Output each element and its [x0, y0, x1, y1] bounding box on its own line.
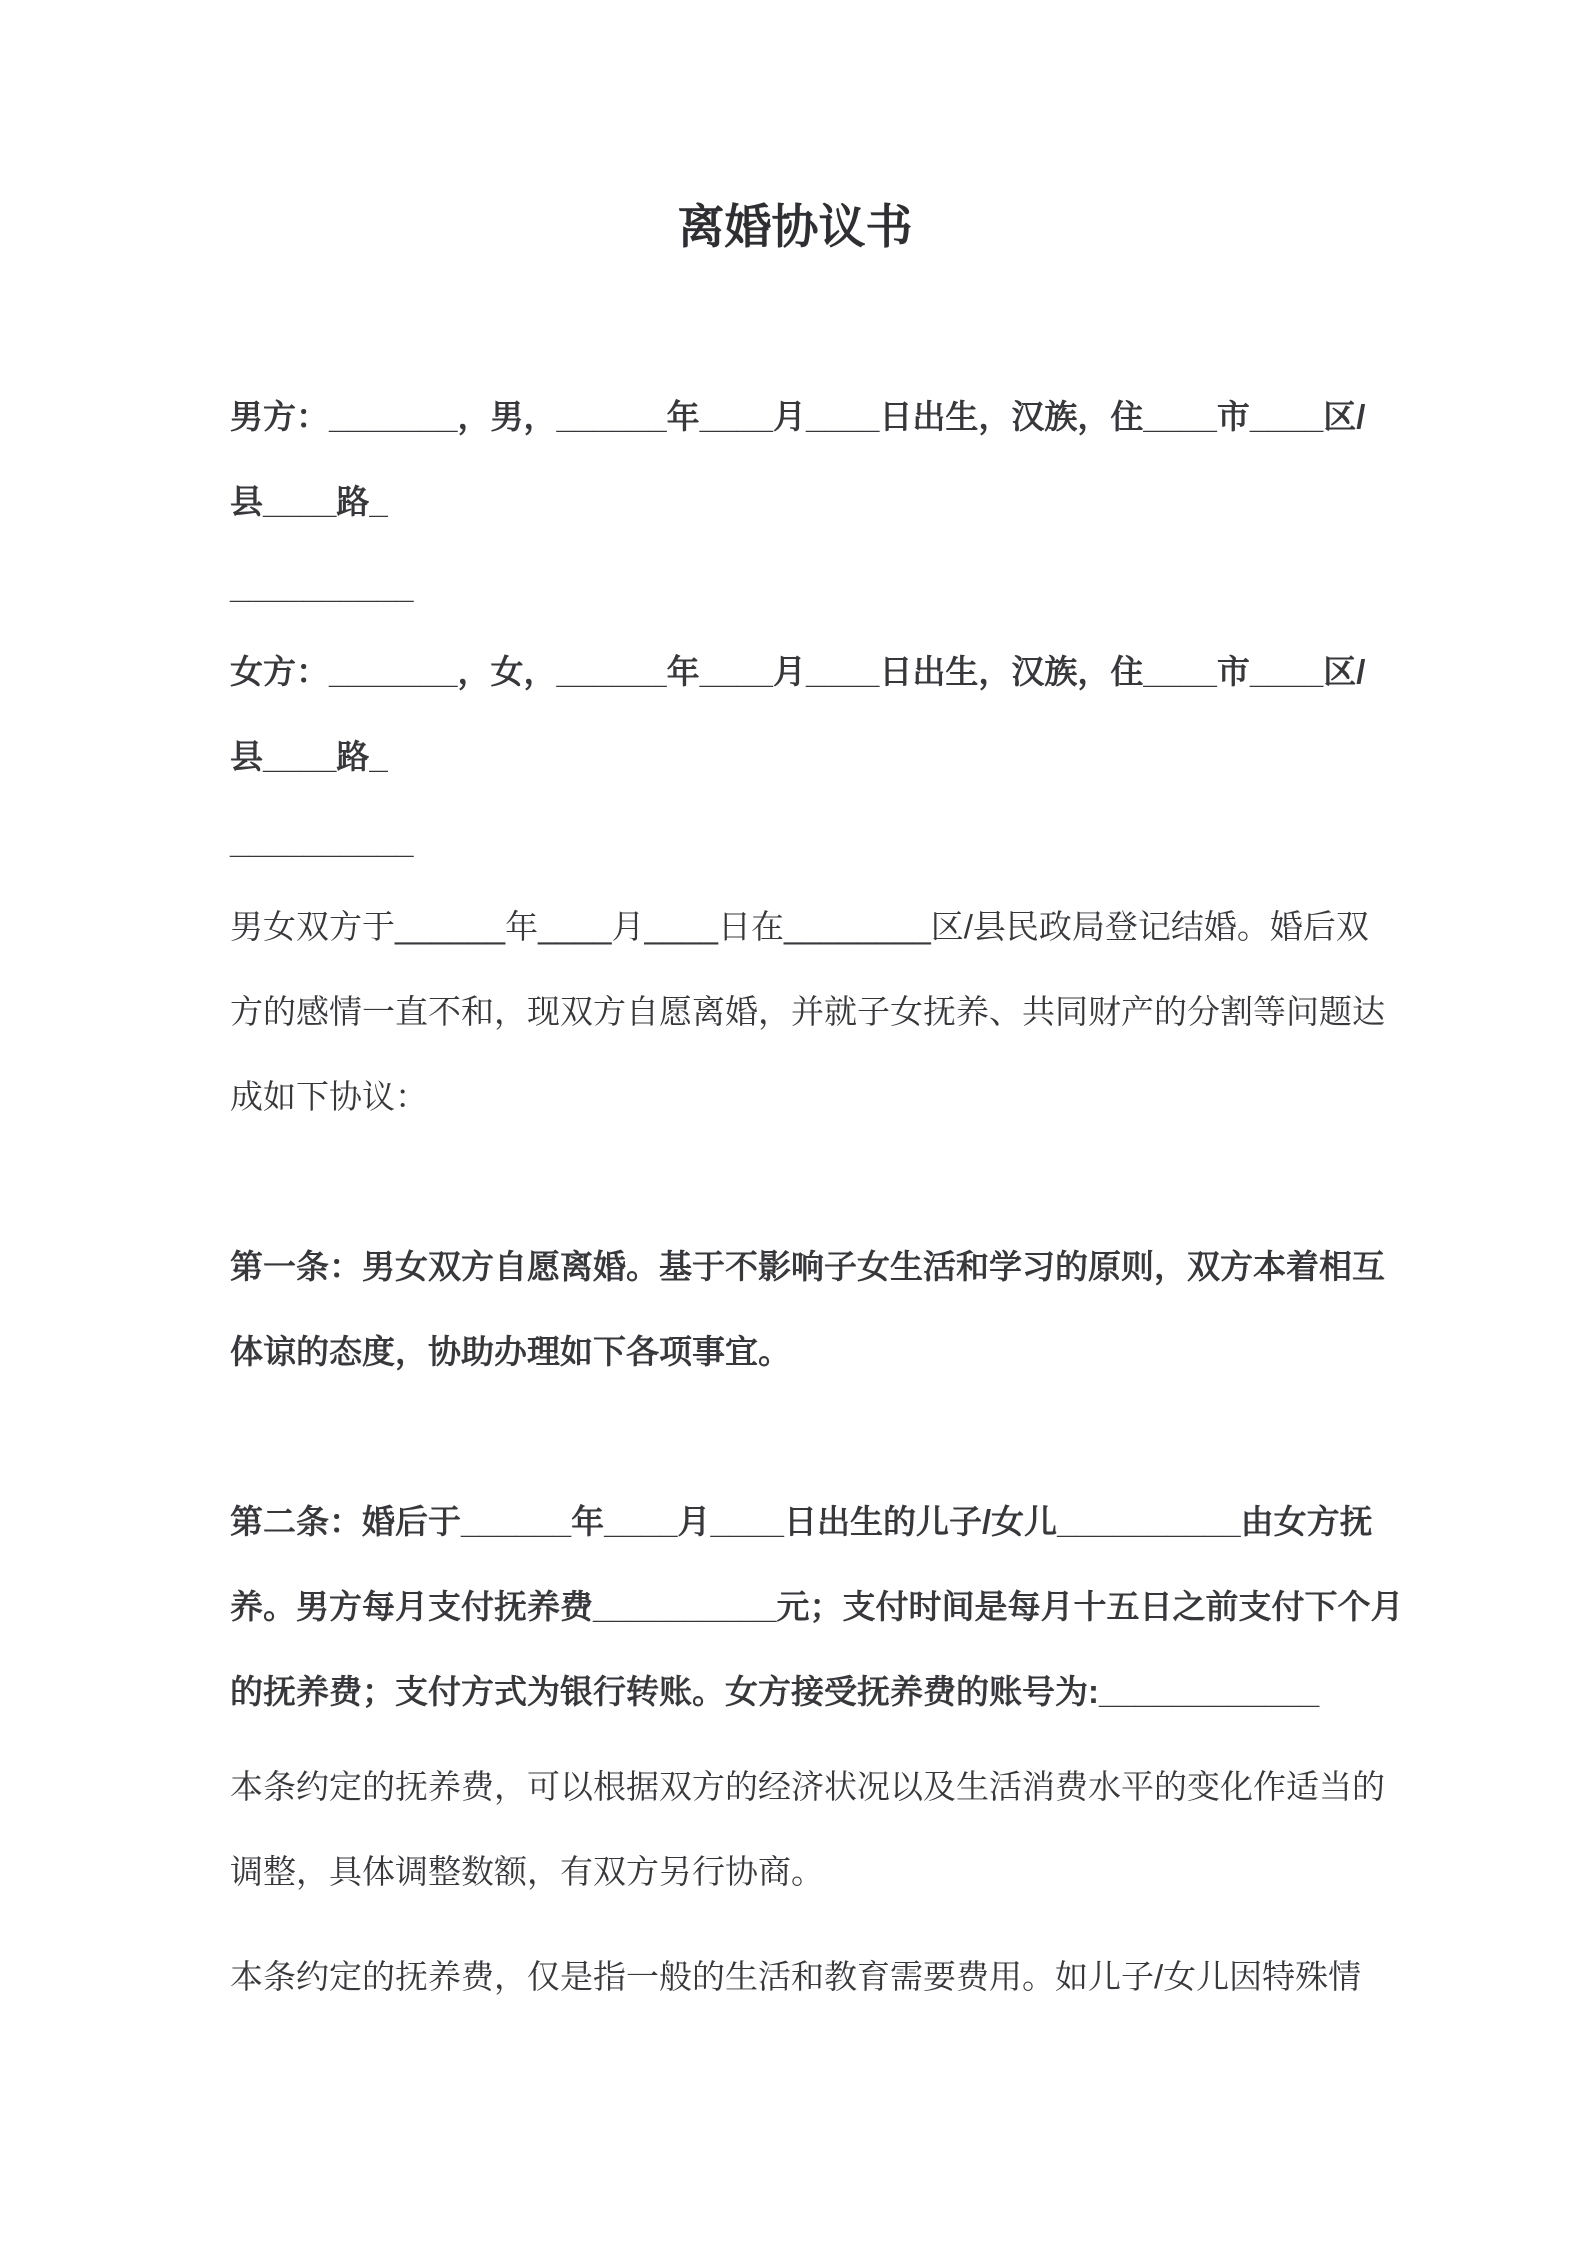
- doc-line: 成如下协议：: [230, 1078, 428, 1115]
- doc-line: 男女双方于______年____月____日在________区/县民政局登记结婚。婚后双: [230, 908, 1369, 945]
- paragraph: [230, 544, 1360, 629]
- doc-line: 体谅的态度，协助办理如下各项事宜。: [230, 1333, 791, 1370]
- doc-line: 本条约定的抚养费，仅是指一般的生活和教育需要费用。如儿子/女儿因特殊情: [230, 1958, 1362, 1995]
- doc-line: 县____路_: [230, 483, 388, 520]
- paragraph: [230, 884, 1385, 1139]
- doc-line: 第一条：男女双方自愿离婚。基于不影响子女生活和学习的原则，双方本着相互: [230, 1248, 1385, 1285]
- paragraph: [230, 1224, 1385, 1394]
- document-body: [230, 374, 1404, 2019]
- doc-line: 县____路_: [230, 738, 388, 775]
- doc-line: 本条约定的抚养费，可以根据双方的经济状况以及生活消费水平的变化作适当的: [230, 1768, 1385, 1805]
- doc-line: __________: [230, 568, 414, 605]
- doc-line: 养。男方每月支付抚养费__________元；支付时间是每月十五日之前支付下个月: [230, 1588, 1404, 1625]
- paragraph: [230, 799, 1360, 884]
- doc-line: 的抚养费；支付方式为银行转账。女方接受抚养费的账号为:____________: [230, 1673, 1320, 1710]
- paragraph: [230, 629, 1366, 799]
- doc-line: __________: [230, 823, 414, 860]
- doc-line: 调整，具体调整数额，有双方另行协商。: [230, 1853, 824, 1890]
- paragraph: [230, 1744, 1385, 1914]
- document-title: 离婚协议书: [677, 200, 913, 253]
- paragraph: [230, 1479, 1404, 1734]
- doc-line: 方的感情一直不和，现双方自愿离婚，并就子女抚养、共同财产的分割等问题达: [230, 993, 1385, 1030]
- paragraph: [230, 1934, 1360, 2019]
- doc-line: 第二条：婚后于______年____月____日出生的儿子/女儿__________由女方抚: [230, 1503, 1373, 1540]
- doc-line: 女方：_______，女，______年____月____日出生，汉族，住____市____区/: [230, 653, 1366, 690]
- doc-line: 男方：_______，男，______年____月____日出生，汉族，住____市____区/: [230, 398, 1366, 435]
- paragraph: [230, 374, 1366, 544]
